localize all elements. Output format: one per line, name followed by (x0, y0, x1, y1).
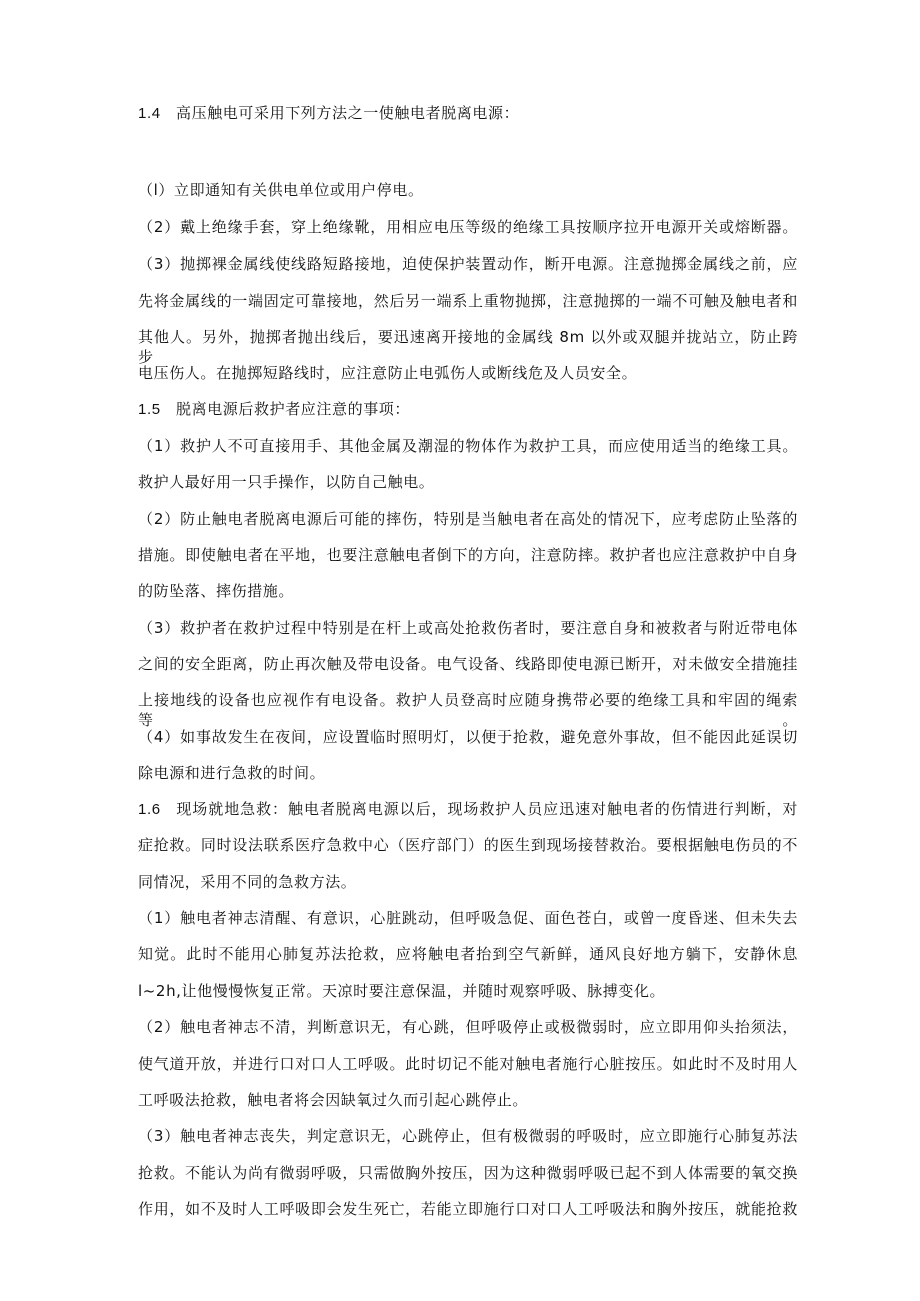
paragraph-line: （2）触电者神志不清，判断意识无，有心跳，但呼吸停止或极微弱时，应立即用仰头抬须法， (138, 1018, 798, 1036)
paragraph-line: 上接地线的设备也应视作有电设备。救护人员登高时应随身携带必要的绝缘工具和牢固的绳索等。 (138, 691, 798, 729)
paragraph-line: 知觉。此时不能用心肺复苏法抢救，应将触电者抬到空气新鲜，通风良好地方躺下，安静休息 (138, 945, 798, 963)
paragraph-line: （3）抛掷裸金属线使线路短路接地，迫使保护装置动作，断开电源。注意抛掷金属线之前，应 (138, 255, 798, 273)
section-heading-1-5 (138, 399, 798, 420)
paragraph-line: （2）防止触电者脱离电源后可能的摔伤，特别是当触电者在高处的情况下，应考虑防止坠落的 (138, 510, 798, 528)
section-number: 1.6 (138, 801, 161, 818)
paragraph-line: （4）如事故发生在夜间，应设置临时照明灯，以便于抢救，避免意外事故，但不能因此延误切 (138, 728, 798, 746)
paragraph-line: 先将金属线的一端固定可靠接地，然后另一端系上重物抛掷，注意抛掷的一端不可触及触电者和 (138, 292, 798, 310)
paragraph-line: 的防坠落、摔伤措施。 (138, 582, 295, 600)
section-heading-1-6 (138, 799, 798, 820)
section-heading-1-4 (138, 103, 798, 124)
heading-text: 高压触电可采用下列方法之一使触电者脱离电源： (176, 104, 520, 122)
heading-text: 现场就地急救：触电者脱离电源以后，现场救护人员应迅速对触电者的伤情进行判断，对 (176, 800, 798, 818)
paragraph-line: 工呼吸法抢救，触电者将会因缺氧过久而引起心跳停止。 (138, 1091, 529, 1109)
heading-text: 脱离电源后救护者应注意的事项： (176, 400, 411, 418)
section-number: 1.4 (138, 105, 161, 122)
paragraph-line: （3）救护者在救护过程中特别是在杆上或高处抢救伤者时，要注意自身和被救者与附近带电体 (138, 619, 798, 637)
paragraph-line: 抢救。不能认为尚有微弱呼吸，只需做胸外按压，因为这种微弱呼吸已起不到人体需要的氧交换 (138, 1164, 798, 1182)
paragraph-line: 电压伤人。在抛掷短路线时，应注意防止电弧伤人或断线危及人员安全。 (138, 364, 638, 382)
paragraph-line: 同情况，采用不同的急救方法。 (138, 873, 357, 891)
paragraph-line: （2）戴上绝缘手套，穿上绝缘靴，用相应电压等级的绝缘工具按顺序拉开电源开关或熔断器。 (138, 218, 798, 236)
paragraph-line: 症抢救。同时设法联系医疗急救中心（医疗部门）的医生到现场接替救治。要根据触电伤员的不 (138, 836, 798, 854)
paragraph-line: （1）触电者神志清醒、有意识，心脏跳动，但呼吸急促、面色苍白，或曾一度昏迷、但未失去 (138, 909, 798, 927)
paragraph-line: 作用，如不及时人工呼吸即会发生死亡，若能立即施行口对口人工呼吸法和胸外按压，就能抢救 (138, 1200, 798, 1218)
paragraph-line: （l）立即通知有关供电单位或用户停电。 (138, 181, 424, 199)
paragraph-line: 其他人。另外，抛掷者抛出线后，要迅速离开接地的金属线 8m 以外或双腿并拢站立，防止跨步 (138, 328, 798, 366)
paragraph-line: （1）救护人不可直接用手、其他金属及潮湿的物体作为救护工具，而应使用适当的绝缘工具。 (138, 437, 798, 455)
paragraph-line: 救护人最好用一只手操作，以防自己触电。 (138, 473, 435, 491)
paragraph-line: l~2h,让他慢慢恢复正常。天凉时要注意保温，并随时观察呼吸、脉搏变化。 (138, 982, 666, 1000)
paragraph-line: 措施。即使触电者在平地，也要注意触电者倒下的方向，注意防摔。救护者也应注意救护中自身 (138, 546, 798, 564)
section-number: 1.5 (138, 401, 161, 418)
paragraph-line: 除电源和进行急救的时间。 (138, 764, 326, 782)
paragraph-line: 之间的安全距离，防止再次触及带电设备。电气设备、线路即使电源已断开，对未做安全措施挂 (138, 655, 798, 673)
paragraph-line: 使气道开放，并进行口对口人工呼吸。此时切记不能对触电者施行心脏按压。如此时不及时用人 (138, 1055, 798, 1073)
paragraph-line: （3）触电者神志丧失，判定意识无，心跳停止，但有极微弱的呼吸时，应立即施行心肺复苏法 (138, 1127, 798, 1145)
